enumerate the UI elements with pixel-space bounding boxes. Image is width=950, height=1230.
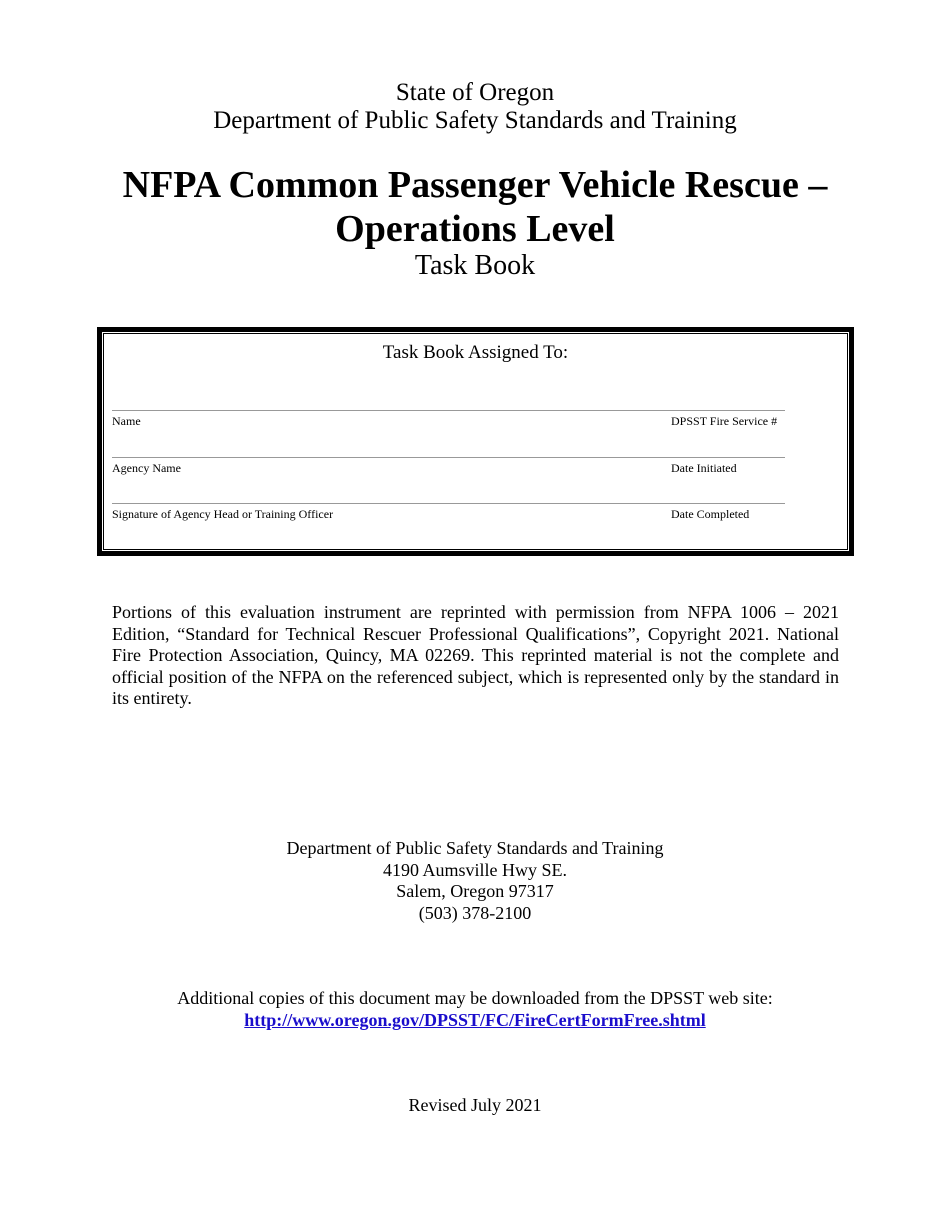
title-line-1: NFPA Common Passenger Vehicle Rescue –	[122, 164, 828, 206]
title-line-2: Operations Level	[335, 208, 615, 250]
fire-service-number-label: DPSST Fire Service #	[671, 414, 778, 428]
revision-date: Revised July 2021	[408, 1095, 542, 1115]
address-organization: Department of Public Safety Standards and Training	[286, 838, 664, 858]
address-block	[0, 838, 950, 924]
document-title	[0, 163, 950, 251]
department-name: Department of Public Safety Standards and Training	[213, 107, 737, 134]
permission-notice: Portions of this evaluation instrument are reprinted with permission from NFPA 1006 – 2021 Edition, “Standard for Technical Rescuer Professional Qualifications”, Copyright 2021. National Fire Protection Association, Quincy, MA 02269. This reprinted material is not the complete and official position of the NFPA on the referenced subject, which is represented only by the standard in its entirety.	[112, 602, 839, 708]
date-completed-label: Date Completed	[671, 507, 750, 521]
assignment-box	[97, 327, 854, 556]
signature-label: Signature of Agency Head or Training Officer	[112, 507, 334, 521]
address-street: 4190 Aumsville Hwy SE.	[382, 859, 567, 880]
assignment-box-inner	[103, 333, 848, 550]
date-initiated-label: Date Initiated	[671, 461, 737, 475]
download-text: Additional copies of this document may be downloaded from the DPSST web site:	[177, 988, 773, 1008]
address-city: Salem, Oregon 97317	[396, 881, 554, 901]
state-name: State of Oregon	[395, 79, 555, 106]
signature-line[interactable]	[112, 503, 785, 504]
document-subtitle: Task Book	[414, 250, 536, 281]
agency-name-line[interactable]	[112, 457, 785, 458]
name-line[interactable]	[112, 410, 785, 411]
download-link[interactable]: http://www.oregon.gov/DPSST/FC/FireCertFormFree.shtml	[244, 1009, 706, 1030]
address-phone: (503) 378-2100	[418, 902, 532, 923]
download-notice	[0, 988, 950, 1031]
assignment-heading: Task Book Assigned To:	[382, 342, 569, 363]
name-label: Name	[112, 414, 141, 428]
agency-name-label: Agency Name	[112, 461, 181, 475]
